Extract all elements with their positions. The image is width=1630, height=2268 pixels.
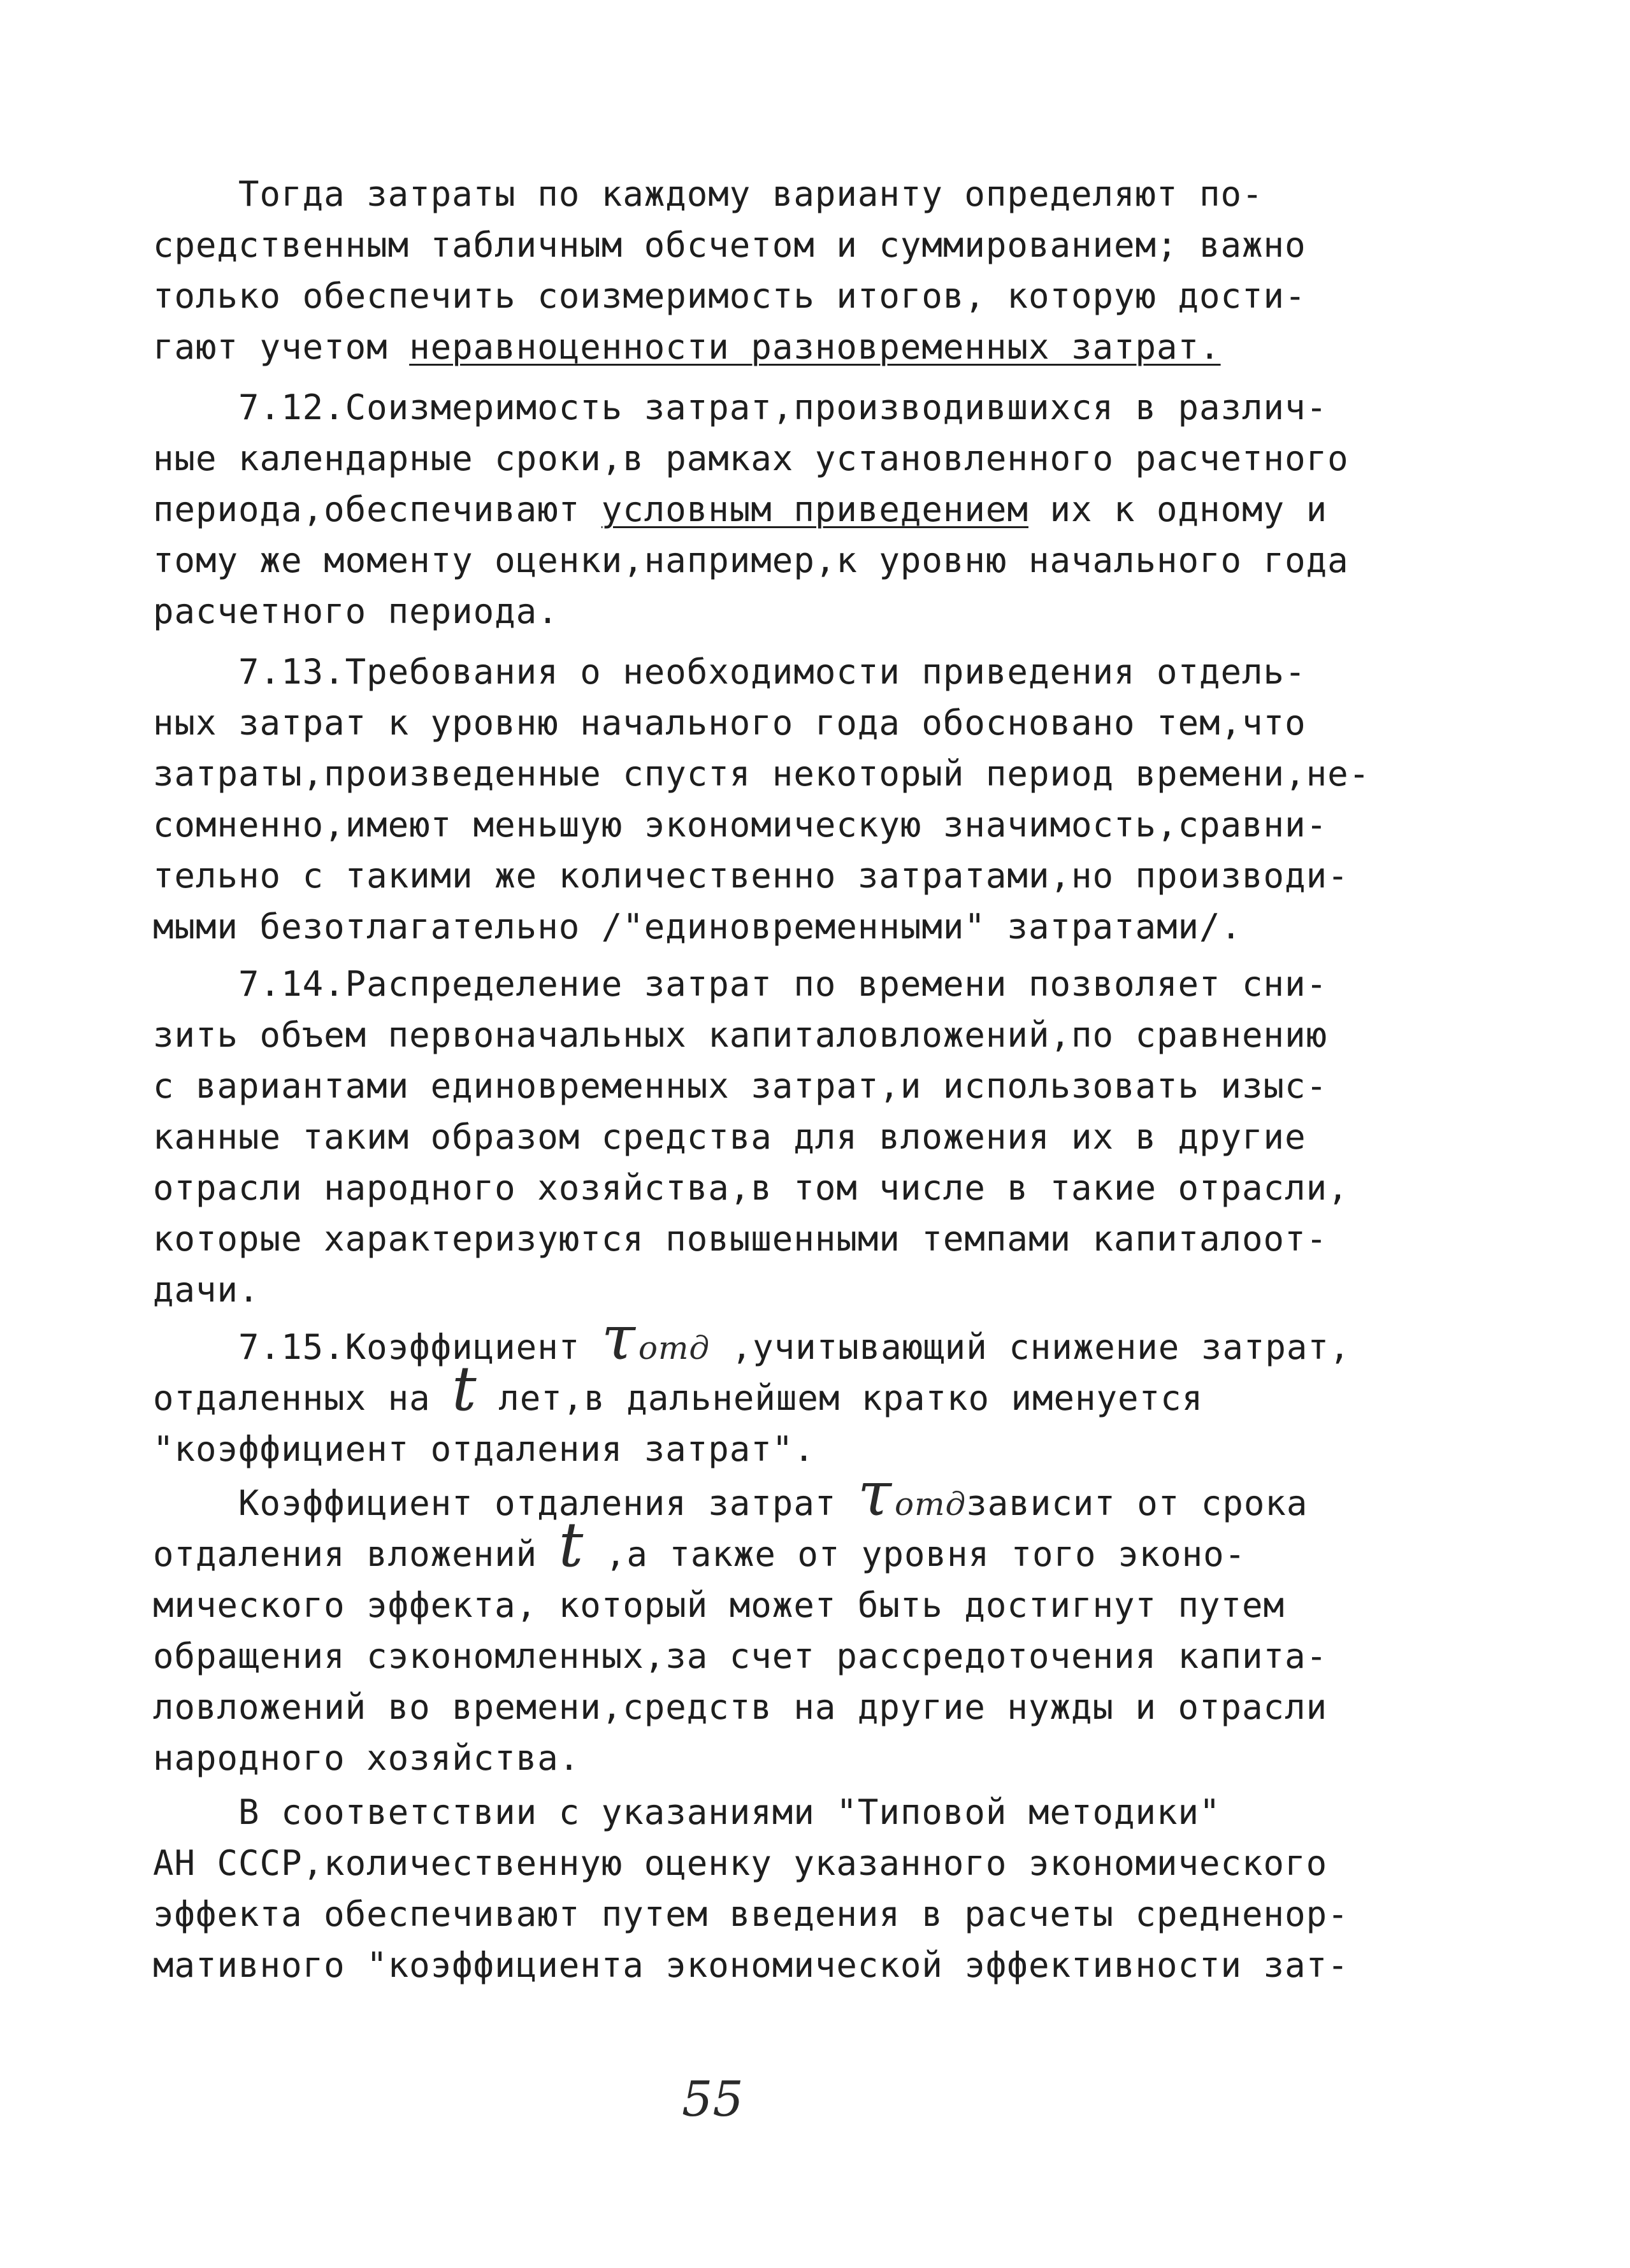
text-segment: периода,обеспечивают bbox=[153, 489, 602, 529]
text-line: народного хозяйства. bbox=[153, 1738, 581, 1778]
text-line: зить объем первоначальных капиталовложений,по сравнению bbox=[153, 1015, 1328, 1055]
text-line: с вариантами единовременных затрат,и использовать изыс- bbox=[153, 1066, 1328, 1106]
page-number: 55 bbox=[682, 2071, 744, 2127]
text-segment: зависит от срока bbox=[966, 1483, 1308, 1523]
text-line: расчетного периода. bbox=[153, 591, 559, 631]
text-line: мыми безотлагательно /"единовременными" затратами/. bbox=[153, 907, 1243, 947]
text-line bbox=[153, 1509, 1478, 1581]
text-line: ловложений во времени,средств на другие нужды и отрасли bbox=[153, 1687, 1328, 1727]
text-line bbox=[153, 1302, 1478, 1374]
tau-icon: τ bbox=[601, 1302, 636, 1374]
text-line: ных затрат к уровню начального года обосновано тем,что bbox=[153, 703, 1306, 743]
text-line: тельно с такими же количественно затратами,но производи- bbox=[153, 856, 1349, 896]
text-line: канные таким образом средства для вложения их в другие bbox=[153, 1117, 1306, 1157]
text-line: тому же моменту оценки,например,к уровню начального года bbox=[153, 540, 1349, 580]
text-line: 7.12.Соизмеримость затрат,производившихся в различ- bbox=[153, 387, 1328, 427]
paragraph-7 bbox=[153, 1787, 1478, 1991]
text-line: "коэффициент отдаления затрат". bbox=[153, 1429, 815, 1469]
text-line: затраты,произведенные спустя некоторый период времени,не- bbox=[153, 754, 1371, 794]
t-symbol bbox=[452, 1353, 477, 1425]
text-line bbox=[153, 1353, 1478, 1425]
paragraph-4 bbox=[153, 959, 1478, 1316]
paragraph-5 bbox=[153, 1302, 1478, 1475]
text-line: мического эффекта, который может быть достигнут путем bbox=[153, 1585, 1285, 1625]
tau-icon: τ bbox=[857, 1458, 892, 1530]
text-line: дачи. bbox=[153, 1270, 260, 1310]
text-line: В соответствии с указаниями "Типовой методики" bbox=[153, 1792, 1221, 1832]
text-line bbox=[153, 322, 1478, 373]
underlined-phrase: условным приведением bbox=[601, 489, 1028, 529]
paragraph-3 bbox=[153, 647, 1478, 952]
text-line bbox=[153, 1458, 1478, 1530]
t-symbol bbox=[558, 1509, 584, 1581]
text-segment: 7.15.Коэффициент bbox=[153, 1327, 602, 1367]
text-line: обращения сэкономленных,за счет рассредоточения капита- bbox=[153, 1636, 1328, 1676]
t-icon: t bbox=[452, 1353, 477, 1425]
subscript-label: отд bbox=[894, 1486, 967, 1523]
text-segment: гают учетом bbox=[153, 327, 410, 367]
text-line: 7.14.Распределение затрат по времени позволяет сни- bbox=[153, 964, 1328, 1004]
text-line: сомненно,имеют меньшую экономическую значимость,сравни- bbox=[153, 805, 1328, 845]
text-segment: отдаленных на bbox=[153, 1378, 452, 1418]
paragraph-1 bbox=[153, 169, 1478, 373]
tau-otd-symbol bbox=[857, 1458, 967, 1530]
tau-otd-symbol bbox=[601, 1302, 710, 1374]
text-line bbox=[153, 484, 1478, 535]
text-line: Тогда затраты по каждому варианту определяют по- bbox=[153, 174, 1264, 214]
text-line: только обеспечить соизмеримость итогов, которую дости- bbox=[153, 276, 1306, 316]
text-line: эффекта обеспечивают путем введения в расчеты средненор- bbox=[153, 1894, 1349, 1934]
text-line: мативного "коэффициента экономической эффективности зат- bbox=[153, 1945, 1349, 1985]
text-segment: отдаления вложений bbox=[153, 1534, 559, 1574]
t-icon: t bbox=[558, 1509, 584, 1581]
text-segment: Коэффициент отдаления затрат bbox=[153, 1483, 858, 1523]
text-line: отрасли народного хозяйства,в том числе в такие отрасли, bbox=[153, 1168, 1349, 1208]
text-line: 7.13.Требования о необходимости приведения отдель- bbox=[153, 652, 1306, 692]
text-line: средственным табличным обсчетом и суммированием; важно bbox=[153, 225, 1306, 265]
text-segment: их к одному и bbox=[1028, 489, 1328, 529]
text-segment: ,учитывающий снижение затрат, bbox=[710, 1327, 1351, 1367]
paragraph-2 bbox=[153, 382, 1478, 637]
text-line: которые характеризуются повышенными темпами капиталоот- bbox=[153, 1219, 1328, 1259]
underlined-phrase: неравноценности разновременных затрат. bbox=[409, 327, 1221, 367]
text-line: АН СССР,количественную оценку указанного экономического bbox=[153, 1843, 1328, 1883]
text-segment: ,а также от уровня того эконо- bbox=[584, 1534, 1246, 1574]
text-segment: лет,в дальнейшем кратко именуется bbox=[477, 1378, 1204, 1418]
subscript-label: отд bbox=[638, 1330, 710, 1367]
paragraph-6 bbox=[153, 1458, 1478, 1784]
text-line: ные календарные сроки,в рамках установленного расчетного bbox=[153, 438, 1349, 478]
